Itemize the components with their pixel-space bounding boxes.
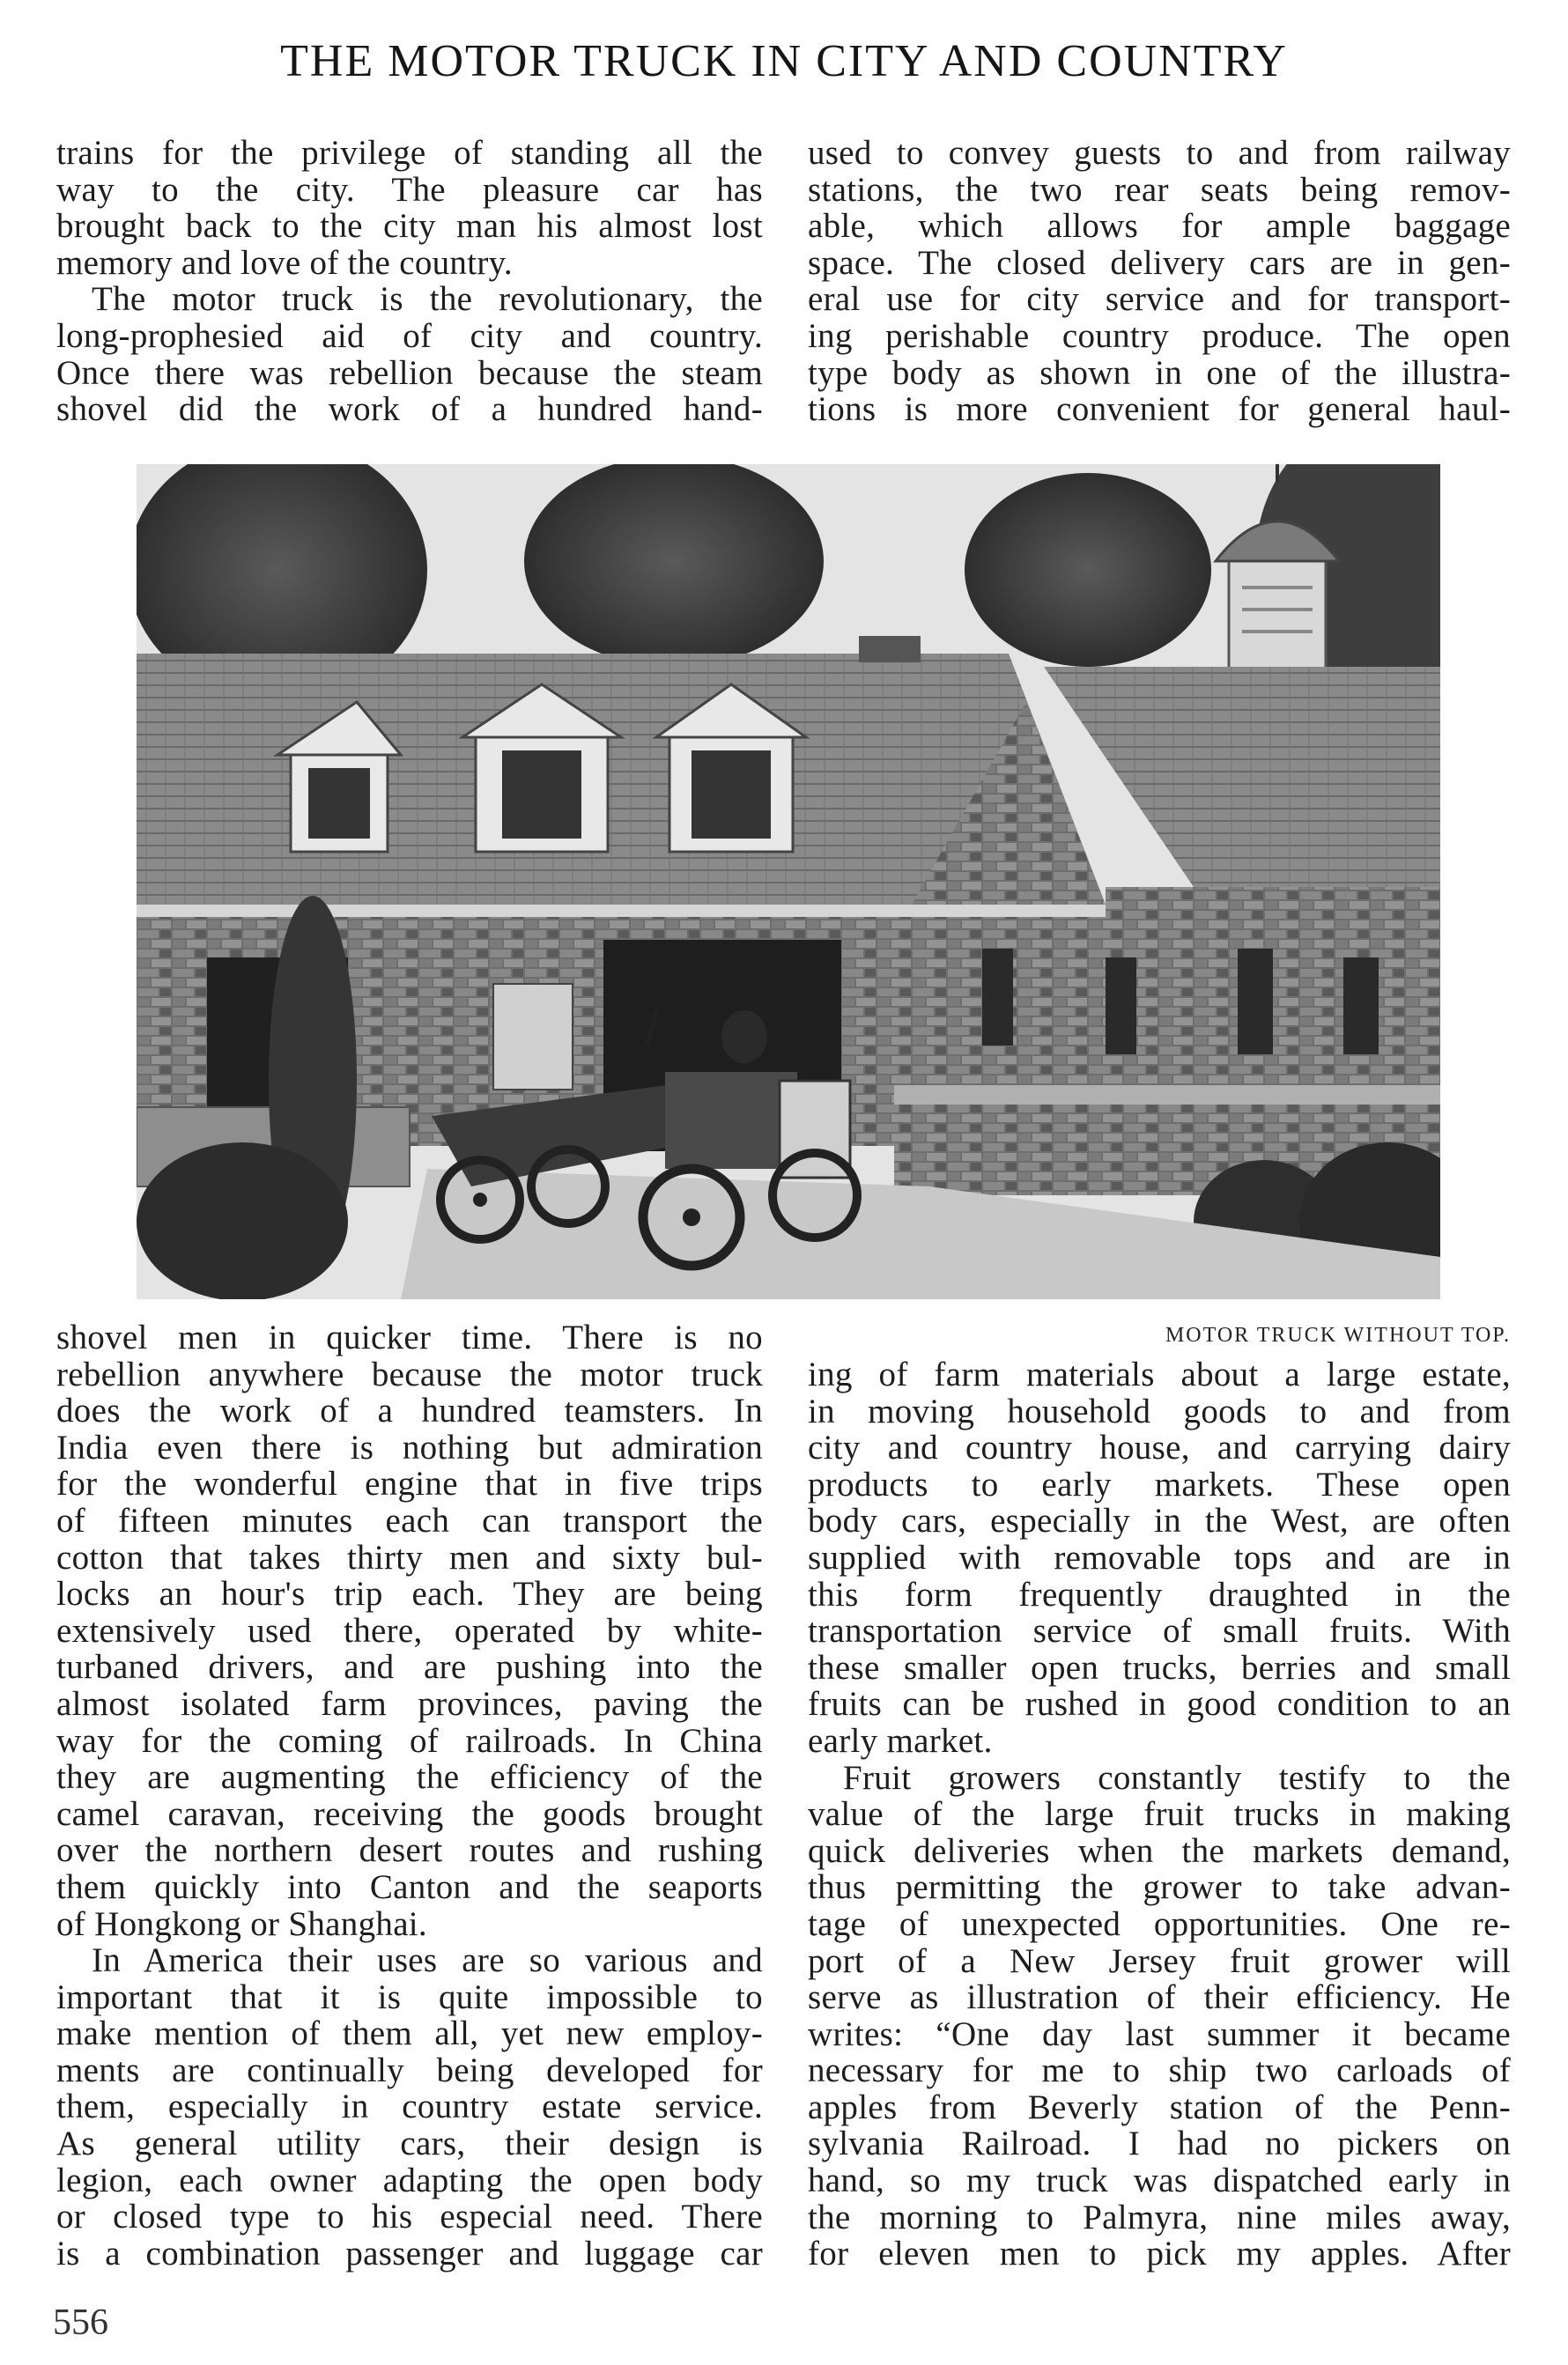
text-line: early market. (808, 1721, 993, 1760)
text-line: is a combination passenger and luggage car (56, 2234, 763, 2273)
text-line: for eleven men to pick my apples. After (808, 2235, 1511, 2273)
text-line: serve as illustration of their efficiency. He (808, 1978, 1511, 2017)
text-line: camel caravan, receiving the goods brought (56, 1794, 763, 1833)
photo-caption: MOTOR TRUCK WITHOUT TOP. (1165, 1324, 1511, 1347)
text-line: them, especially in country estate service. (56, 2088, 763, 2126)
text-line: important that it is quite impossible to (56, 1977, 763, 2016)
column-top-right (808, 135, 1511, 428)
text-line: cotton that takes thirty men and sixty bul- (56, 1538, 763, 1577)
text-line: does the work of a hundred teamsters. In (56, 1392, 763, 1430)
text-line: way to the city. The pleasure car has (56, 170, 763, 209)
text-line: supplied with removable tops and are in (808, 1538, 1511, 1577)
photograph-illustration (137, 464, 1440, 1299)
text-line: ing of farm materials about a large estate, (808, 1356, 1511, 1393)
text-line: Fruit growers constantly testify to the (843, 1758, 1511, 1797)
tree-right (965, 473, 1211, 667)
page-number: 556 (53, 2302, 108, 2343)
text-line: ments are continually being developed for (56, 2051, 763, 2089)
text-line: extensively used there, operated by white- (56, 1611, 763, 1650)
cupola (1229, 552, 1326, 684)
text-line: ing perishable country produce. The open (808, 316, 1511, 355)
text-line: of fifteen minutes each can transport the (56, 1501, 763, 1540)
text-line: in moving household goods to and from (808, 1392, 1511, 1430)
text-line: tage of unexpected opportunities. One re- (808, 1904, 1511, 1943)
text-line: the morning to Palmyra, nine miles away, (808, 2198, 1511, 2236)
text-line: memory and love of the country. (56, 243, 513, 282)
text-line: sylvania Railroad. I had no pickers on (808, 2125, 1511, 2163)
text-line: necessary for me to ship two carloads of (808, 2051, 1511, 2090)
text-line: them quickly into Canton and the seaports (56, 1867, 763, 1906)
text-line: space. The closed delivery cars are in gen- (808, 243, 1511, 282)
text-line: city and country house, and carrying dairy (808, 1429, 1511, 1467)
text-line: make mention of them all, yet new employ- (56, 2014, 763, 2053)
text-line: of Hongkong or Shanghai. (56, 1904, 427, 1943)
text-line: transportation service of small fruits. With (808, 1612, 1511, 1651)
column-top-left (56, 135, 763, 428)
text-line: value of the large fruit trucks in making (808, 1795, 1511, 1834)
text-line: quick deliveries when the markets demand, (808, 1831, 1511, 1870)
text-line: As general utility cars, their design is (56, 2125, 763, 2163)
column-bottom-left (56, 1319, 763, 2272)
text-line: The motor truck is the revolutionary, the (92, 280, 763, 319)
text-line: products to early markets. These open (808, 1465, 1511, 1504)
text-line: turbaned drivers, and are pushing into the (56, 1648, 763, 1687)
text-line: these smaller open trucks, berries and small (808, 1648, 1511, 1687)
text-line: tions is more convenient for general haul- (808, 390, 1511, 429)
text-line: fruits can be rushed in good condition to an (808, 1685, 1511, 1724)
text-line: shovel men in quicker time. There is no (56, 1319, 763, 1356)
text-line: rebellion anywhere because the motor truck (56, 1355, 763, 1393)
text-line: this form frequently draughted in the (808, 1575, 1511, 1614)
text-line: writes: “One day last summer it became (808, 2014, 1511, 2053)
text-line: In America their uses are so various and (92, 1941, 763, 1980)
text-line: or closed type to his especial need. There (56, 2198, 763, 2236)
text-line: type body as shown in one of the illustra- (808, 353, 1511, 392)
text-line: apples from Beverly station of the Penn- (808, 2088, 1511, 2126)
running-head: THE MOTOR TRUCK IN CITY AND COUNTRY (280, 36, 1288, 86)
text-line: thus permitting the grower to take advan- (808, 1868, 1511, 1907)
text-line: locks an hour's trip each. They are being (56, 1575, 763, 1614)
tree-center (524, 464, 824, 667)
text-line: India even there is nothing but admiration (56, 1428, 763, 1467)
text-line: they are augmenting the efficiency of the (56, 1758, 763, 1797)
text-line: legion, each owner adapting the open body (56, 2161, 763, 2199)
text-line: able, which allows for ample baggage (808, 207, 1511, 246)
text-line: eral use for city service and for transport- (808, 280, 1511, 319)
text-line: hand, so my truck was dispatched early in (808, 2162, 1511, 2200)
text-line: way for the coming of railroads. In China (56, 1721, 763, 1760)
text-line: used to convey guests to and from railway (808, 134, 1511, 172)
column-bottom-right (808, 1356, 1511, 2273)
text-line: shovel did the work of a hundred hand- (56, 390, 763, 429)
text-line: port of a New Jersey fruit grower will (808, 1941, 1511, 1980)
text-line: brought back to the city man his almost lost (56, 207, 763, 246)
text-line: almost isolated farm provinces, paving the (56, 1684, 763, 1723)
text-line: trains for the privilege of standing all the (56, 134, 763, 172)
text-line: over the northern desert routes and rushing (56, 1831, 763, 1870)
text-line: body cars, especially in the West, are often (808, 1502, 1511, 1541)
text-line: for the wonderful engine that in five trips (56, 1465, 763, 1504)
text-line: Once there was rebellion because the steam (56, 353, 763, 392)
photograph-motor-truck-estate (137, 464, 1440, 1299)
text-line: stations, the two rear seats being remov- (808, 170, 1511, 209)
text-line: long-prophesied aid of city and country. (56, 316, 763, 355)
